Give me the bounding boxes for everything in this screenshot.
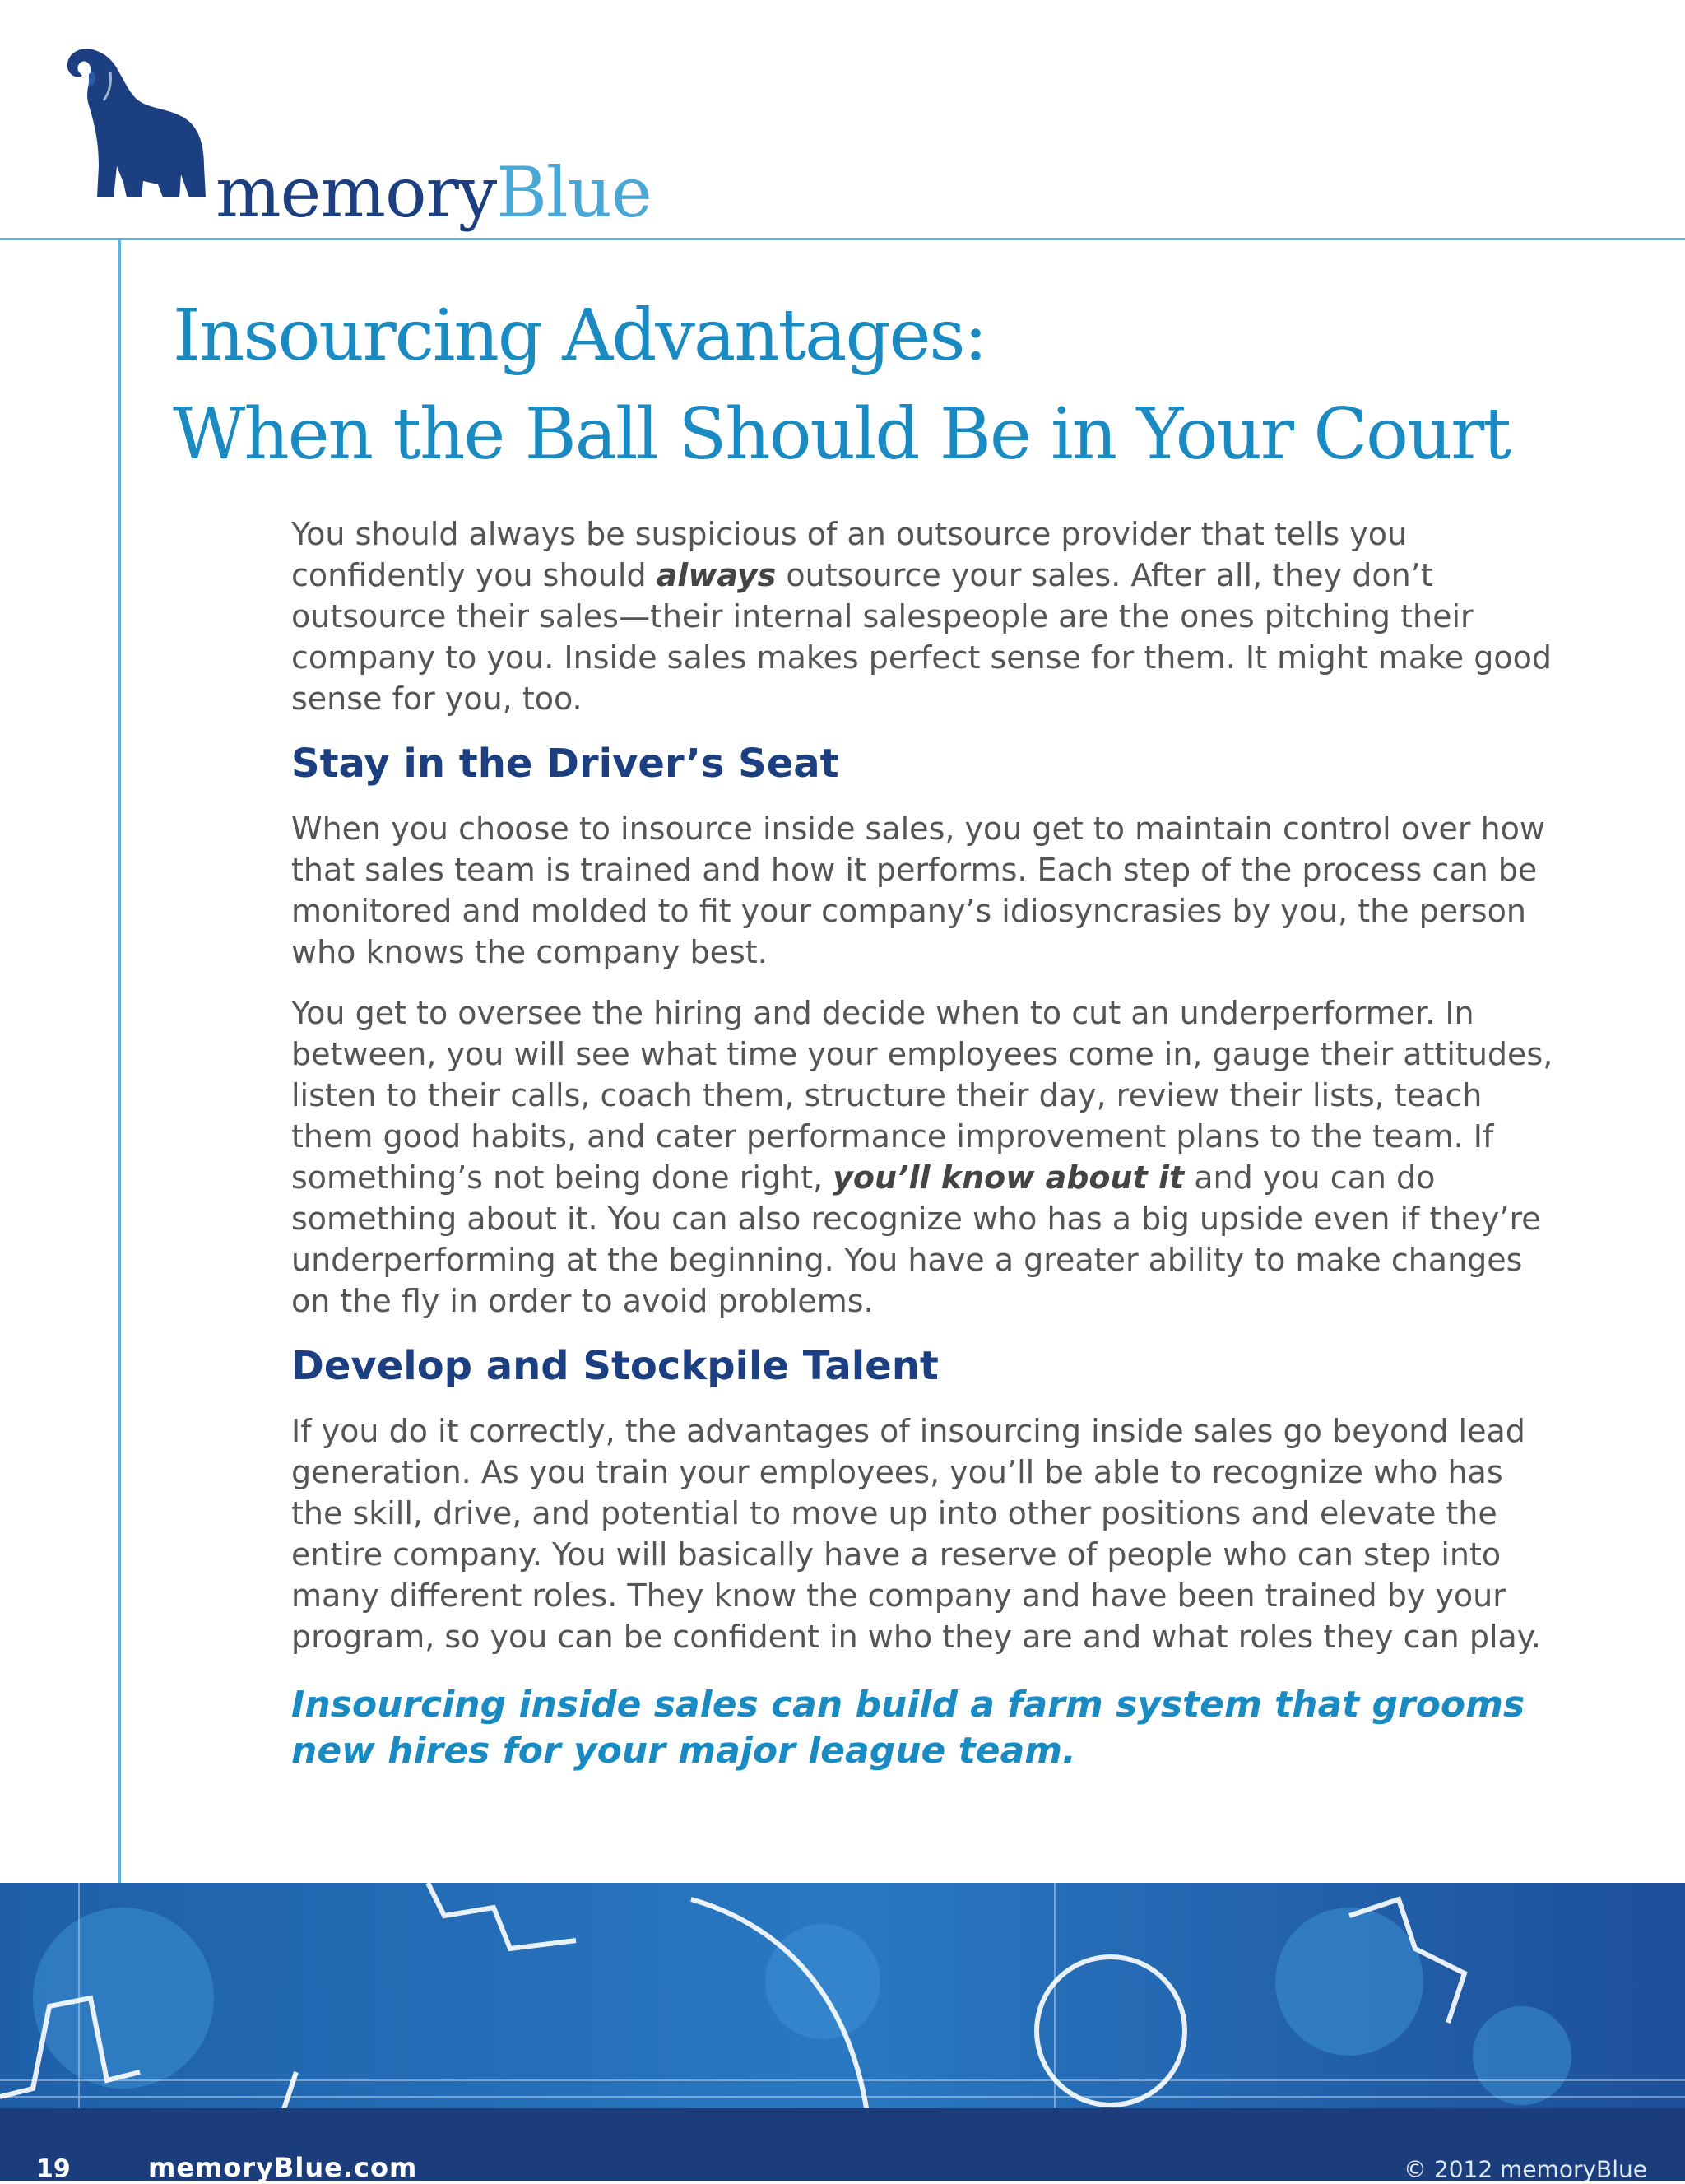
page-title	[173, 286, 1670, 484]
section1-p2-text-1: You get to oversee the hiring and decide when to cut an underperformer. In between, you will see what time your employees come in, gauge their attitudes, listen to their calls, coach them, structure their day, review their lists, teach them good habits, and cater performance improvement plans to the team. If something’s not being done right,	[291, 995, 1553, 1196]
brand-part-memory: memory	[216, 152, 497, 233]
website-link[interactable]: memoryBlue.com	[148, 2152, 418, 2183]
title-line-2: When the Ball Should Be in Your Court	[173, 393, 1510, 476]
header-rule	[0, 238, 1685, 240]
section1-p2-emphasis: you’ll know about it	[833, 1159, 1185, 1196]
intro-paragraph	[291, 513, 1558, 719]
margin-rule	[118, 238, 121, 1884]
title-line-1: Insourcing Advantages:	[173, 295, 986, 377]
section-heading-stockpile-talent: Develop and Stockpile Talent	[291, 1343, 939, 1389]
brand-wordmark	[216, 152, 652, 233]
callout-quote: Insourcing inside sales can build a farm system that grooms new hires for your major league team.	[291, 1684, 1525, 1772]
brand-logo	[59, 43, 652, 233]
section-heading-drivers-seat: Stay in the Driver’s Seat	[291, 741, 839, 787]
intro-emphasis: always	[656, 557, 777, 593]
elephant-icon	[59, 43, 224, 207]
article-body	[291, 513, 1558, 1774]
brand-part-blue: Blue	[496, 152, 652, 233]
section1-p2-text-2: and you can do something about it. You can also recognize who has a big upside even if they’re underperforming at the beginning. You have a greater ability to make changes on the fly in order to avoid problems.	[291, 1159, 1541, 1319]
section1-paragraph-1: When you choose to insource inside sales, you get to maintain control over how that sales team is trained and how it performs. Each step of the process can be monitored and molded to fit your company’s idiosyncrasies by you, the person who knows the company best.	[291, 811, 1546, 970]
intro-text-2: outsource your sales. After all, they don’t outsource their sales—their internal salespeople are the ones pitching their company to you. Inside sales makes perfect sense for them. It might make good sense for you, too.	[291, 557, 1552, 717]
section1-paragraph-2	[291, 992, 1558, 1322]
copyright-notice: © 2012 memoryBlue	[1403, 2155, 1647, 2183]
intro-text-1: You should always be suspicious of an outsource provider that tells you confidently you should	[291, 516, 1408, 593]
section2-paragraph-1: If you do it correctly, the advantages of insourcing inside sales go beyond lead generation. As you train your employees, you’ll be able to recognize who has the skill, drive, and potential to move up into other positions and elevate the entire company. You will basically have a reserve of people who can step into many different roles. They know the company and have been trained by your program, so you can be confident in who they are and what roles they can play.	[291, 1413, 1541, 1655]
page-number: 19	[36, 2154, 71, 2184]
